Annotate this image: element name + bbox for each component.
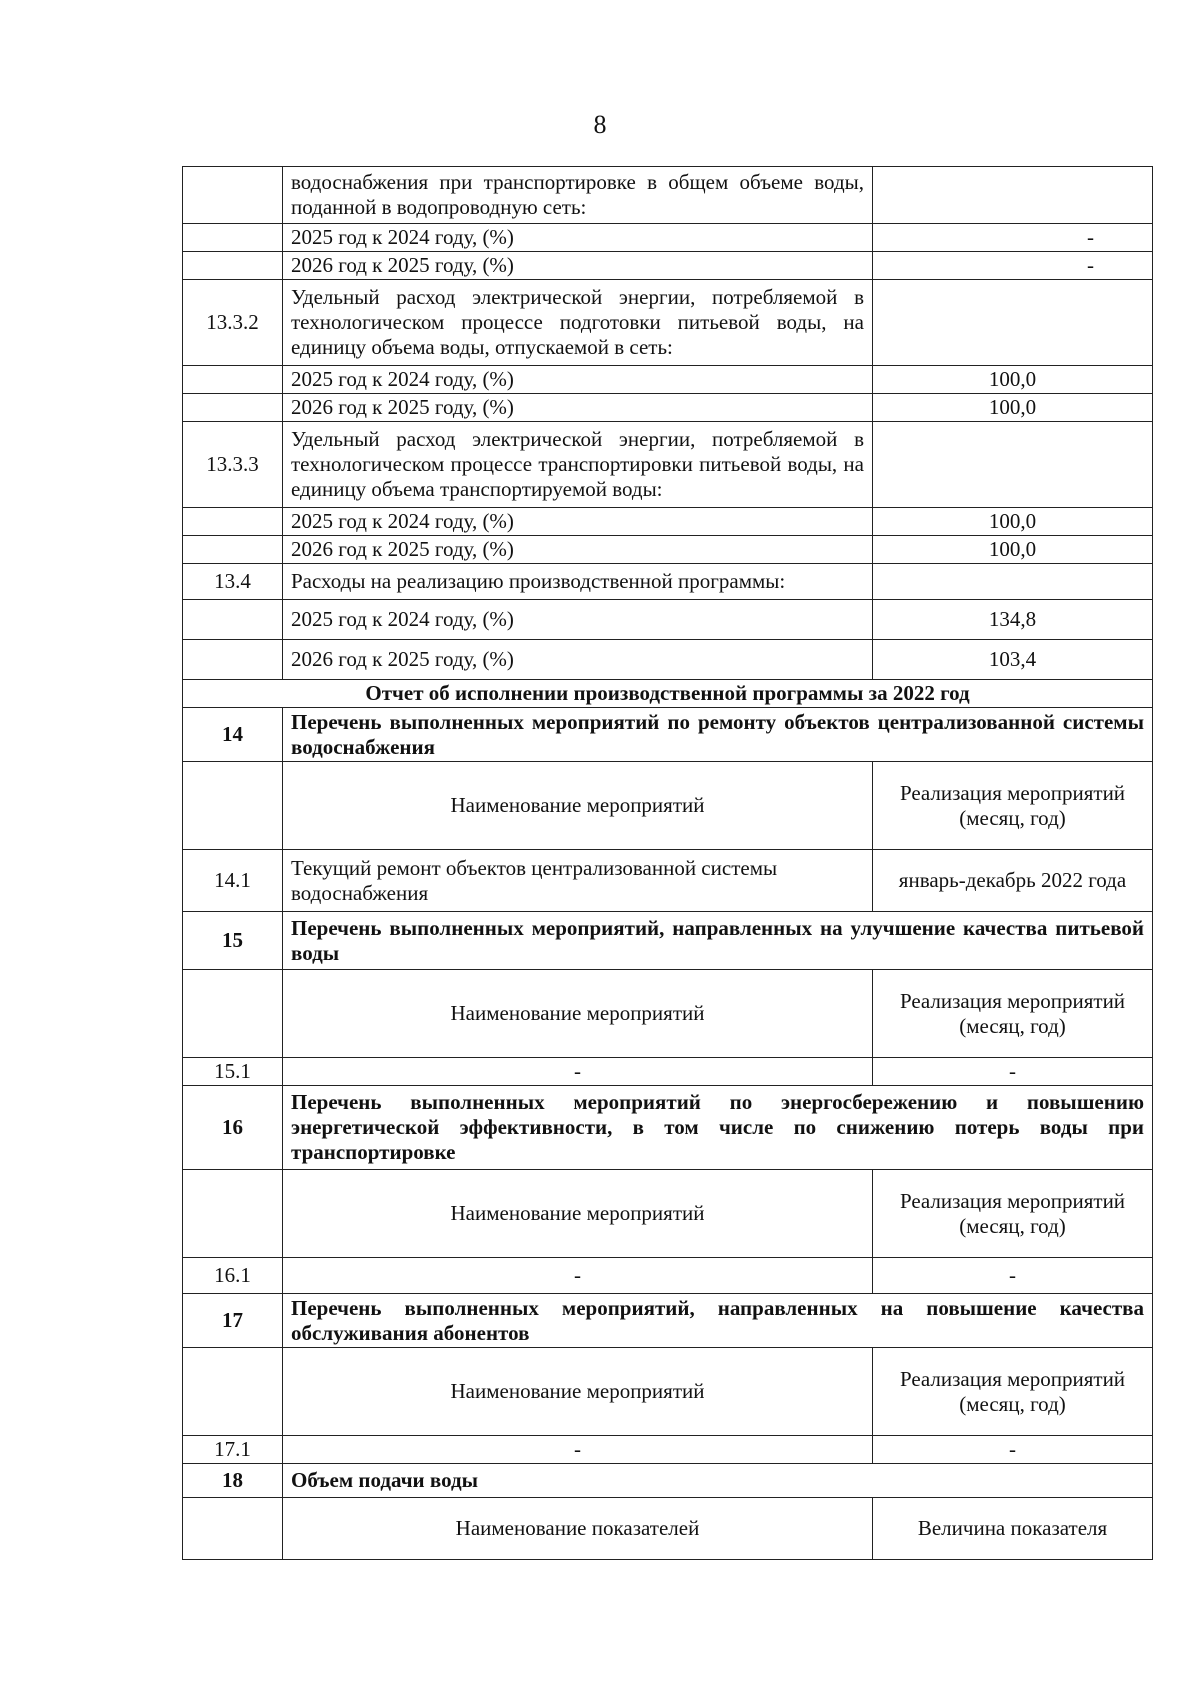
table-row: [183, 1258, 1153, 1294]
row-text: -: [283, 1436, 873, 1464]
column-header-row: [183, 1170, 1153, 1258]
row-number: 13.3.3: [183, 422, 283, 508]
column-header-name: Наименование мероприятий: [283, 762, 873, 850]
empty-cell: [183, 970, 283, 1058]
row-text: Удельный расход электрической энергии, потребляемой в технологическом процессе подготовки питьевой воды, на единицу объема воды, отпускаемой в сеть:: [283, 280, 873, 366]
row-text: 2026 год к 2025 году, (%): [283, 252, 873, 280]
row-value: [873, 564, 1153, 600]
section-title: Перечень выполненных мероприятий по энергосбережению и повышению энергетической эффективности, в том числе по снижению потерь воды при транспортировке: [283, 1086, 1153, 1170]
table-row: [183, 252, 1153, 280]
row-text: -: [283, 1258, 873, 1294]
column-header-value: Реализация мероприятий (месяц, год): [873, 762, 1153, 850]
empty-cell: [183, 1498, 283, 1560]
row-number: [183, 640, 283, 680]
row-value: -: [873, 1058, 1153, 1086]
table-row: [183, 600, 1153, 640]
column-header-row: [183, 970, 1153, 1058]
section-header-row: [183, 1464, 1153, 1498]
row-number: 14.1: [183, 850, 283, 912]
table-row: [183, 366, 1153, 394]
row-text: Текущий ремонт объектов централизованной системы водоснабжения: [283, 850, 873, 912]
row-value: 100,0: [873, 508, 1153, 536]
row-value: 100,0: [873, 366, 1153, 394]
row-number: 16.1: [183, 1258, 283, 1294]
section-header-row: [183, 1086, 1153, 1170]
empty-cell: [183, 1348, 283, 1436]
program-table: [182, 166, 1153, 1560]
row-text: Удельный расход электрической энергии, потребляемой в технологическом процессе транспортировки питьевой воды, на единицу объема транспортируемой воды:: [283, 422, 873, 508]
row-value: [873, 167, 1153, 224]
column-header-value: Реализация мероприятий (месяц, год): [873, 1170, 1153, 1258]
row-text: 2025 год к 2024 году, (%): [283, 600, 873, 640]
column-header-row: [183, 1348, 1153, 1436]
row-value: январь-декабрь 2022 года: [873, 850, 1153, 912]
table-row: [183, 422, 1153, 508]
section-title: Перечень выполненных мероприятий по ремонту объектов централизованной системы водоснабжения: [283, 708, 1153, 762]
row-text: -: [283, 1058, 873, 1086]
table-row: [183, 1436, 1153, 1464]
column-header-value: Реализация мероприятий (месяц, год): [873, 970, 1153, 1058]
table-row: [183, 640, 1153, 680]
section-title: Перечень выполненных мероприятий, направленных на повышение качества обслуживания абонентов: [283, 1294, 1153, 1348]
row-number: [183, 167, 283, 224]
row-number: [183, 224, 283, 252]
table-row: [183, 564, 1153, 600]
row-text: 2025 год к 2024 году, (%): [283, 224, 873, 252]
row-number: 15.1: [183, 1058, 283, 1086]
row-number: [183, 394, 283, 422]
table-row: [183, 508, 1153, 536]
column-header-name: Наименование мероприятий: [283, 970, 873, 1058]
column-header-name: Наименование показателей: [283, 1498, 873, 1560]
row-text: 2025 год к 2024 году, (%): [283, 508, 873, 536]
row-text: Расходы на реализацию производственной программы:: [283, 564, 873, 600]
column-header-value: Реализация мероприятий (месяц, год): [873, 1348, 1153, 1436]
section-header-row: [183, 1294, 1153, 1348]
column-header-value: Величина показателя: [873, 1498, 1153, 1560]
row-number: [183, 600, 283, 640]
table-row: [183, 394, 1153, 422]
column-header-name: Наименование мероприятий: [283, 1170, 873, 1258]
table-row: [183, 680, 1153, 708]
row-value: 100,0: [873, 394, 1153, 422]
row-value: 103,4: [873, 640, 1153, 680]
row-number: [183, 536, 283, 564]
row-number: [183, 252, 283, 280]
empty-cell: [183, 1170, 283, 1258]
page-number: 8: [593, 110, 607, 139]
row-value: 134,8: [873, 600, 1153, 640]
section-title: Объем подачи воды: [283, 1464, 1153, 1498]
column-header-row: [183, 1498, 1153, 1560]
row-text: 2025 год к 2024 году, (%): [283, 366, 873, 394]
section-number: 17: [183, 1294, 283, 1348]
row-text: 2026 год к 2025 году, (%): [283, 536, 873, 564]
row-number: [183, 508, 283, 536]
row-text: 2026 год к 2025 году, (%): [283, 394, 873, 422]
table-row: [183, 224, 1153, 252]
section-number: 16: [183, 1086, 283, 1170]
row-number: 17.1: [183, 1436, 283, 1464]
row-text: 2026 год к 2025 году, (%): [283, 640, 873, 680]
row-text: водоснабжения при транспортировке в общем объеме воды, поданной в водопроводную сеть:: [283, 167, 873, 224]
column-header-name: Наименование мероприятий: [283, 1348, 873, 1436]
row-number: 13.3.2: [183, 280, 283, 366]
section-number: 14: [183, 708, 283, 762]
row-number: 13.4: [183, 564, 283, 600]
section-header-row: [183, 912, 1153, 970]
table-row: [183, 1058, 1153, 1086]
row-number: [183, 366, 283, 394]
section-header-row: [183, 708, 1153, 762]
section-title: Перечень выполненных мероприятий, направленных на улучшение качества питьевой воды: [283, 912, 1153, 970]
row-value: 100,0: [873, 536, 1153, 564]
table-row: [183, 167, 1153, 224]
report-title: Отчет об исполнении производственной программы за 2022 год: [183, 680, 1153, 708]
section-number: 15: [183, 912, 283, 970]
table-row: [183, 850, 1153, 912]
empty-cell: [183, 762, 283, 850]
row-value: -: [873, 1258, 1153, 1294]
row-value: [873, 422, 1153, 508]
section-number: 18: [183, 1464, 283, 1498]
column-header-row: [183, 762, 1153, 850]
table-row: [183, 280, 1153, 366]
row-value: [873, 280, 1153, 366]
row-value: -: [873, 1436, 1153, 1464]
row-value: -: [873, 252, 1153, 280]
table-row: [183, 536, 1153, 564]
row-value: -: [873, 224, 1153, 252]
